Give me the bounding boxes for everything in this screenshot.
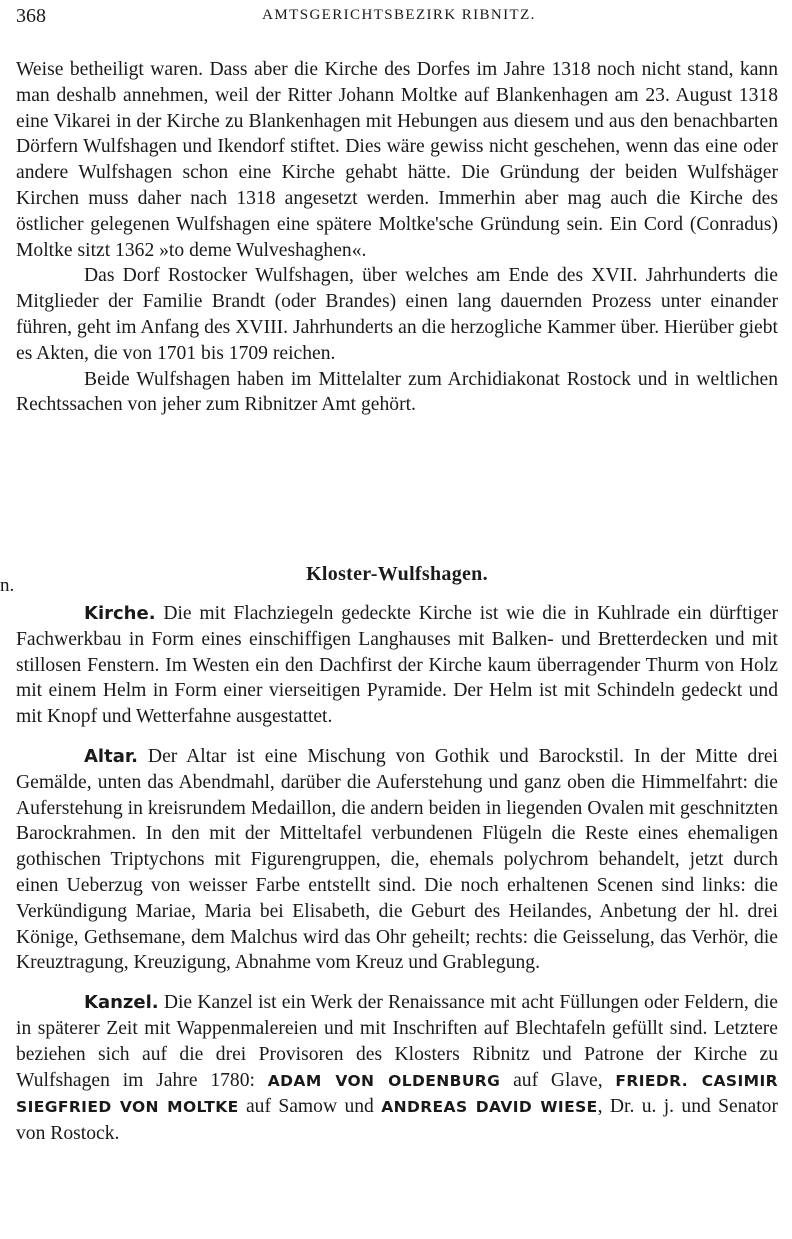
paragraph: Beide Wulfshagen haben im Mittelalter zum Archidiakonat Rostock und in weltlichen Rechtssachen von jeher zum Ribnitzer Amt gehört. (16, 368, 778, 416)
entry-text: Die mit Flachziegeln gedeckte Kirche ist wie die in Kuhlrade ein dürftiger Fachwerkbau in Form eines einschiffigen Langhauses mit Balken- und Bretterdecken und mit stillosen Fenstern. Im Westen ein den Dachfirst der Kirche kaum überragender Thurm von Holz mit einem Helm in Form einer vierseitigen Pyramide. Der Helm ist mit Schindeln gedeckt und mit Knopf und Wetterfahne ausgestattet. (16, 603, 778, 728)
running-head: AMTSGERICHTSBEZIRK RIBNITZ. (262, 7, 536, 23)
person-name: ADAM VON OLDENBURG (267, 1071, 501, 1090)
page-header (16, 5, 782, 31)
entry-heading: Altar. (84, 745, 138, 767)
entry-kanzel (16, 990, 778, 1147)
entry-heading: Kanzel. (84, 992, 159, 1014)
person-name: FRIEDR. CASIMIR SIEGFRIED VON MOLTKE (16, 1071, 778, 1117)
paragraph: Weise betheiligt waren. Dass aber die Kirche des Dorfes im Jahre 1318 noch nicht stand, kann man deshalb annehmen, weil der Ritter Johann Moltke auf Blankenhagen am 23. August 1318 eine Vikarei in der Kirche zu Blankenhagen mit Hebungen aus diesem und aus den benachbarten Dörfern Wulfshagen und Ikendorf stiftet. Dies wäre gewiss nicht geschehen, wenn das eine oder andere Wulfshagen schon eine Kirche gehabt hätte. Die Gründung der beiden Wulfshäger Kirchen muss daher nach 1318 angesetzt werden. Immerhin aber mag auch die Kirche des östlicher gelegenen Wulfshagen eine spätere Moltke'sche Gründung sein. Ein Cord (Conradus) Moltke sitzt 1362 »to deme Wulveshaghen«. (16, 59, 778, 261)
page-number: 368 (16, 5, 46, 27)
margin-note: n. (0, 575, 15, 596)
intro-text (16, 57, 778, 418)
entry-kirche (16, 601, 778, 730)
entry-altar (16, 744, 778, 976)
entry-text: Der Altar ist eine Mischung von Gothik und Barockstil. In der Mitte drei Gemälde, unten das Abendmahl, darüber die Auferstehung und ganz oben die Himmelfahrt: die Auferstehung in kreisrundem Medaillon, die andern beiden in liegenden Ovalen mit geschnitzten Barockrahmen. In den mit der Mitteltafel verbundenen Flügeln die Reste eines ehemaligen gothischen Triptychons mit Figurengruppen, die, ehemals polychrom behandelt, jetzt durch einen Ueberzug von weisser Farbe entstellt sind. Die noch erhaltenen Scenen sind links: die Verkündigung Mariae, Maria bei Elisabeth, die Geburt des Heilandes, Anbetung der hl. drei Könige, Gethsemane, dem Malchus wird das Ohr geheilt; rechts: die Geisselung, das Verhör, die Kreuztragung, Kreuzigung, Abnahme vom Kreuz und Grablegung. (16, 745, 778, 974)
person-name: ANDREAS DAVID WIESE (381, 1098, 598, 1117)
entry-text: Die Kanzel ist ein Werk der Renaissance mit acht Füllungen oder Feldern, die in späterer Zeit mit Wappenmalereien und mit Inschriften auf Blechtafeln gefüllt sind. Letztere beziehen sich auf die drei Provisoren des Klosters Ribnitz und Patrone der Kirche zu Wulfshagen im Jahre 1780: (16, 992, 778, 1091)
entry-text: auf Samow und (238, 1096, 382, 1118)
entry-text: auf Glave, (500, 1069, 616, 1091)
section-body (16, 601, 778, 1161)
entry-text: , Dr. u. j. und Senator von Rostock. (16, 1096, 778, 1145)
section-title: Kloster-Wulfshagen. (306, 563, 488, 585)
paragraph: Das Dorf Rostocker Wulfshagen, über welches am Ende des XVII. Jahrhunderts die Mitglieder der Familie Brandt (oder Brandes) einen lang dauernden Prozess unter einander führen, geht im Anfang des XVIII. Jahrhunderts an die herzogliche Kammer über. Hierüber giebt es Akten, die von 1701 bis 1709 reichen. (16, 265, 778, 364)
entry-heading: Kirche. (84, 603, 156, 624)
